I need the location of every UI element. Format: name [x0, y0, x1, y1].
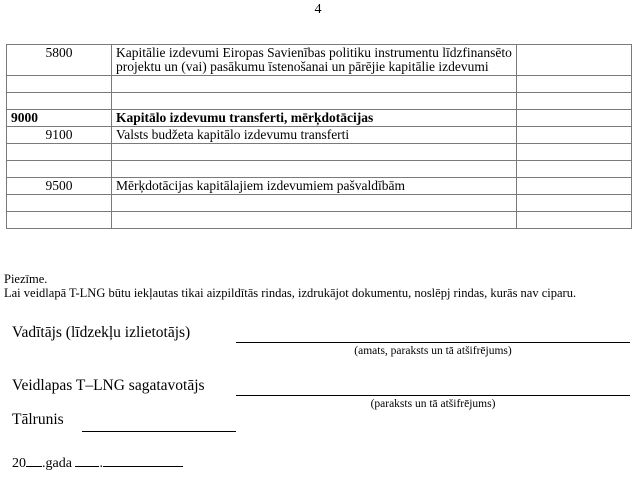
table-row	[7, 161, 632, 178]
table-row	[7, 195, 632, 212]
row-value-cell[interactable]	[517, 76, 632, 93]
head-label: Vadītājs (līdzekļu izlietotājs)	[12, 324, 191, 341]
row-code: 9000	[7, 110, 112, 127]
row-text: Valsts budžeta kapitālo izdevumu transferti	[112, 127, 517, 144]
table-row	[7, 212, 632, 229]
row-code	[7, 93, 112, 110]
date-dot: .	[99, 456, 103, 471]
phone-line[interactable]	[82, 431, 236, 432]
table-row	[7, 127, 632, 144]
table-row	[7, 110, 632, 127]
row-code	[7, 161, 112, 178]
day-blank[interactable]	[75, 454, 99, 467]
row-text: Kapitālie izdevumi Eiropas Savienības politiku instrumentu līdzfinansēto projektu un (vai) pasākumu īstenošanai un pārējie kapitālie izdevumi	[112, 45, 517, 76]
table-row	[7, 93, 632, 110]
row-text	[112, 212, 517, 229]
row-text	[112, 76, 517, 93]
note-title: Piezīme.	[4, 272, 48, 286]
row-value-cell[interactable]	[517, 178, 632, 195]
row-value-cell[interactable]	[517, 93, 632, 110]
row-value-cell[interactable]	[517, 212, 632, 229]
row-code	[7, 212, 112, 229]
row-text: Mērķdotācijas kapitālajiem izdevumiem pašvaldībām	[112, 178, 517, 195]
row-text	[112, 144, 517, 161]
row-code	[7, 144, 112, 161]
row-code	[7, 76, 112, 93]
row-code	[7, 195, 112, 212]
row-code: 9100	[7, 127, 112, 144]
row-text	[112, 195, 517, 212]
row-value-cell[interactable]	[517, 195, 632, 212]
table-row	[7, 178, 632, 195]
head-caption: (amats, paraksts un tā atšifrējums)	[354, 345, 512, 357]
table-row	[7, 45, 632, 76]
date-gada: .gada	[42, 456, 72, 471]
row-text	[112, 161, 517, 178]
row-text: Kapitālo izdevumu transferti, mērķdotācijas	[112, 110, 517, 127]
table-row	[7, 144, 632, 161]
row-value-cell[interactable]	[517, 144, 632, 161]
preparer-label: Veidlapas T–LNG sagatavotājs	[12, 377, 205, 394]
page-number: 4	[314, 2, 322, 17]
budget-table	[6, 44, 632, 229]
row-text	[112, 93, 517, 110]
preparer-signature-line[interactable]	[236, 395, 630, 396]
month-blank[interactable]	[103, 454, 183, 467]
row-value-cell[interactable]	[517, 110, 632, 127]
date-line	[12, 454, 183, 472]
phone-label: Tālrunis	[12, 411, 64, 428]
year-blank[interactable]	[26, 454, 42, 467]
table-row	[7, 76, 632, 93]
note-text: Lai veidlapā T-LNG būtu iekļautas tikai aizpildītās rindas, izdrukājot dokumentu, noslēpj rindas, kurās nav ciparu.	[4, 286, 577, 300]
date-prefix: 20	[12, 456, 26, 471]
head-signature-line[interactable]	[236, 342, 630, 343]
row-code: 9500	[7, 178, 112, 195]
preparer-caption: (paraksts un tā atšifrējums)	[370, 398, 496, 410]
row-value-cell[interactable]	[517, 127, 632, 144]
row-value-cell[interactable]	[517, 45, 632, 76]
row-value-cell[interactable]	[517, 161, 632, 178]
note	[4, 272, 576, 300]
row-code: 5800	[7, 45, 112, 76]
